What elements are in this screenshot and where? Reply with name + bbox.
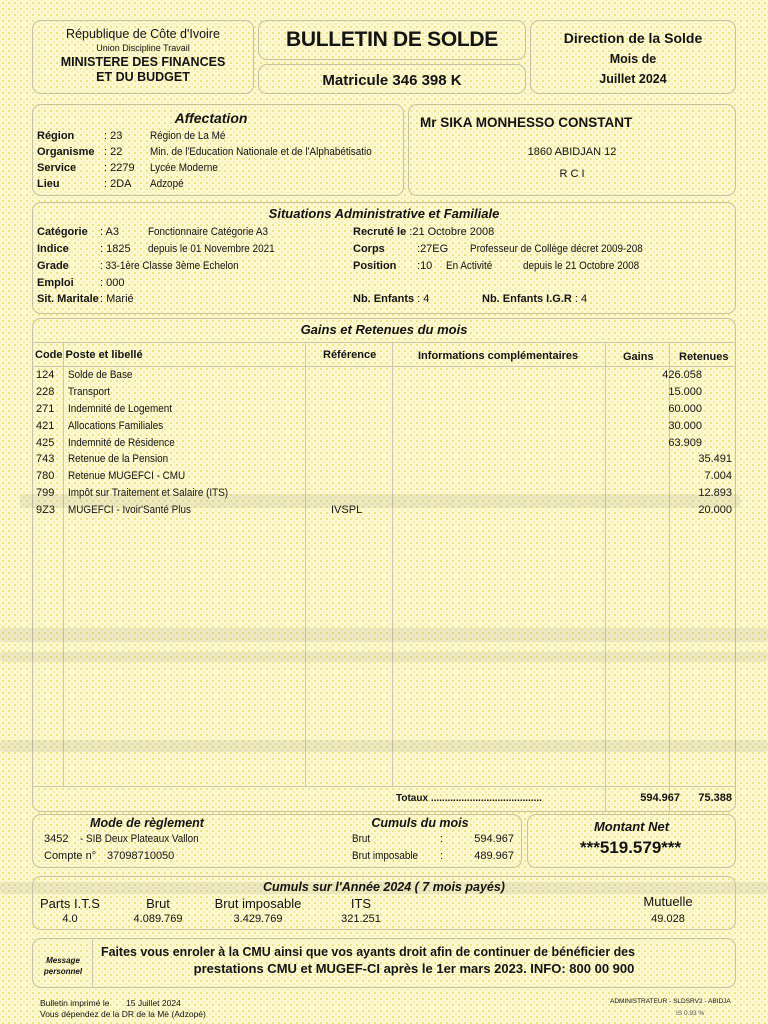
recrute-line: Recruté le :21 Octobre 2008 <box>353 226 495 238</box>
printed-date: 15 Juillet 2024 <box>126 998 181 1008</box>
net-title: Montant Net <box>593 819 670 834</box>
net-amount: ***519.579*** <box>580 838 682 857</box>
position-value: En Activité <box>446 260 493 272</box>
categorie-code-value: A3 <box>105 226 119 238</box>
affectation-code: : 23 <box>104 130 123 142</box>
affectation-code-value: 23 <box>110 130 123 142</box>
table-row <box>34 386 734 402</box>
situation-title: Situations Administrative et Familiale <box>268 206 500 221</box>
corps-code-value: 27EG <box>420 243 449 255</box>
categorie-value: Fonctionnaire Catégorie A3 <box>148 226 268 238</box>
document-title: BULLETIN DE SOLDE <box>286 28 498 51</box>
bank-code: 3452 <box>44 833 69 845</box>
affectation-value: Min. de l'Education Nationale et de l'Alphabétisatio <box>150 146 372 158</box>
matricule: Matricule 346 398 K <box>322 72 462 89</box>
row-label: Indemnité de Résidence <box>68 437 175 449</box>
message-label-1: Message <box>46 956 80 965</box>
row-code: 421 <box>36 420 55 432</box>
maritale-value: : Marié <box>100 293 134 305</box>
table-row <box>34 403 734 419</box>
bank-name: - SIB Deux Plateaux Vallon <box>80 833 199 845</box>
col-header-info: Informations complémentaires <box>418 350 579 362</box>
affectation-code: : 2DA <box>104 178 132 190</box>
enfants-line: Nb. Enfants : 4 <box>353 293 430 305</box>
row-code: 271 <box>36 403 55 415</box>
month-value: Juillet 2024 <box>599 72 667 86</box>
table-row <box>34 420 734 436</box>
row-code: 425 <box>36 437 55 449</box>
emploi-label: Emploi <box>37 277 74 289</box>
categorie-code: : A3 <box>100 226 119 238</box>
row-code: 780 <box>36 470 55 482</box>
totaux-label: Totaux ........................................ <box>396 793 542 804</box>
cumul-brut-colon: : <box>440 833 444 845</box>
dependence-note: Vous dépendez de la DR de la Mé (Adzopé) <box>40 1009 206 1019</box>
cumul-imposable-value: 489.967 <box>474 850 514 862</box>
indice-label: Indice <box>37 243 69 255</box>
row-gain: 426.058 <box>662 369 702 381</box>
affectation-value: Adzopé <box>150 178 184 190</box>
row-label: Indemnité de Logement <box>68 403 173 415</box>
corps-code: :27EG <box>417 243 449 255</box>
row-reference: IVSPL <box>331 504 363 516</box>
row-gain: 30.000 <box>668 420 702 432</box>
affectation-label: Lieu <box>37 178 60 190</box>
col-header-code: Code Poste et libellé <box>35 349 143 361</box>
affectation-code: : 2279 <box>104 162 135 174</box>
cumul-annee-label: ITS <box>350 896 372 911</box>
position-code-value: 10 <box>420 260 433 272</box>
cumul-brut-label: Brut <box>352 833 371 845</box>
affectation-label: Organisme <box>37 146 95 158</box>
corps-value: Professeur de Collège décret 2009-208 <box>470 243 643 255</box>
cumul-annee-label: Mutuelle <box>643 894 693 909</box>
row-code: 799 <box>36 487 55 499</box>
cumul-annee-value: 4.0 <box>62 913 78 925</box>
scan-smear <box>0 740 768 752</box>
categorie-label: Catégorie <box>37 226 88 238</box>
affectation-code: : 22 <box>104 146 123 158</box>
gains-title: Gains et Retenues du mois <box>300 322 468 337</box>
row-code: 743 <box>36 453 55 465</box>
scan-smear <box>20 494 740 508</box>
position-label: Position <box>353 260 397 272</box>
message-divider <box>92 938 93 988</box>
enfants-label: Nb. Enfants <box>353 293 415 305</box>
cumul-annee-value: 49.028 <box>651 913 685 925</box>
row-code: 9Z3 <box>36 504 55 516</box>
cumul-annee-label: Brut imposable <box>214 896 302 911</box>
row-label: Retenue de la Pension <box>68 453 169 465</box>
grade-text: 33-1ère Classe 3ème Echelon <box>105 260 239 272</box>
affectation-value: Région de La Mé <box>150 130 226 142</box>
cumul-brut-value: 594.967 <box>474 833 514 845</box>
admin-note: ADMINISTRATEUR - SLDSRV2 - ABIDJA <box>610 998 731 1005</box>
affectation-code-value: 2279 <box>110 162 135 174</box>
row-gain: 63.909 <box>668 437 702 449</box>
row-label: Transport <box>68 386 111 398</box>
compte-value: 37098710050 <box>107 850 175 862</box>
grade-value: : 33-1ère Classe 3ème Echelon <box>100 260 239 272</box>
table-row <box>34 453 734 469</box>
row-retenue: 20.000 <box>698 504 732 516</box>
maritale-label: Sit. Maritale <box>37 293 99 305</box>
cumul-annee-label: Brut <box>146 896 170 911</box>
row-retenue: 35.491 <box>698 453 732 465</box>
row-retenue: 12.893 <box>698 487 732 499</box>
scan-smear <box>0 628 768 642</box>
enfants-igr-line: Nb. Enfants I.G.R : 4 <box>482 293 588 305</box>
total-retenues: 75.388 <box>698 792 732 804</box>
agent-name: Mr SIKA MONHESSO CONSTANT <box>420 115 633 130</box>
agent-address: 1860 ABIDJAN 12 <box>527 146 617 158</box>
row-label: Solde de Base <box>68 369 133 381</box>
table-row <box>34 470 734 486</box>
row-label: Allocations Familiales <box>68 420 164 432</box>
indice-code-value: 1825 <box>106 243 131 255</box>
cumul-annee-label: Parts I.T.S <box>40 896 100 911</box>
header-rule <box>32 342 736 343</box>
recrute-value: 21 Octobre 2008 <box>412 226 495 238</box>
ministry-line-2: ET DU BUDGET <box>96 70 190 84</box>
scan-smear <box>0 652 768 662</box>
emploi-value: : 000 <box>100 277 125 289</box>
recrute-label: Recruté le <box>353 226 407 238</box>
row-gain: 15.000 <box>668 386 702 398</box>
enfants-igr-label: Nb. Enfants I.G.R <box>482 293 572 305</box>
page-ref: IS 0.93 % <box>676 1010 705 1017</box>
row-label: Retenue MUGEFCI - CMU <box>68 470 186 482</box>
table-row <box>34 437 734 453</box>
row-gain: 60.000 <box>668 403 702 415</box>
message-label-2: personnel <box>43 967 83 976</box>
printed-label: Bulletin imprimé le <box>40 998 110 1008</box>
col-header-reference: Référence <box>323 349 377 361</box>
totals-rule <box>32 786 736 787</box>
emploi-text: 000 <box>106 277 125 289</box>
affectation-value: Lycée Moderne <box>150 162 218 174</box>
row-code: 228 <box>36 386 55 398</box>
row-code: 124 <box>36 369 55 381</box>
ministry-line-1: MINISTERE DES FINANCES <box>60 55 226 69</box>
compte-label: Compte n° <box>44 850 97 862</box>
position-since: depuis le 21 Octobre 2008 <box>523 260 640 272</box>
row-retenue: 7.004 <box>704 470 732 482</box>
cumul-annee-value: 4.089.769 <box>133 913 183 925</box>
cumul-imposable-colon: : <box>440 850 444 862</box>
message-line-2: prestations CMU et MUGEF-CI après le 1er mars 2023. INFO: 800 00 900 <box>193 961 635 976</box>
cumul-annee-value: 321.251 <box>341 913 381 925</box>
affectation-code-value: 22 <box>110 146 123 158</box>
indice-code: : 1825 <box>100 243 131 255</box>
affectation-code-value: 2DA <box>110 178 132 190</box>
affectation-label: Région <box>37 130 75 142</box>
reglement-title: Mode de règlement <box>90 816 204 830</box>
direction-title: Direction de la Solde <box>563 30 703 46</box>
country-name: République de Côte d'Ivoire <box>66 27 220 41</box>
cumul-imposable-label: Brut imposable <box>352 850 419 862</box>
month-label: Mois de <box>609 52 657 66</box>
indice-value: depuis le 01 Novembre 2021 <box>148 243 275 255</box>
corps-label: Corps <box>353 243 385 255</box>
header-rule-bottom <box>32 366 736 367</box>
message-line-1: Faites vous enroler à la CMU ainsi que vos ayants droit afin de continuer de bénéficier des <box>101 944 635 959</box>
row-label: MUGEFCI - Ivoir'Santé Plus <box>68 504 191 516</box>
table-row <box>34 369 734 385</box>
cumuls-annee-title: Cumuls sur l'Année 2024 ( 7 mois payés) <box>263 880 505 894</box>
enfants-igr-value: 4 <box>581 293 588 305</box>
cumul-annee-value: 3.429.769 <box>233 913 283 925</box>
affectation-label: Service <box>37 162 77 174</box>
position-code: :10 <box>417 260 433 272</box>
cumuls-mois-title: Cumuls du mois <box>371 816 469 830</box>
total-gains: 594.967 <box>640 792 680 804</box>
enfants-value: 4 <box>423 293 430 305</box>
agent-country: R C I <box>559 168 585 180</box>
grade-label: Grade <box>37 260 69 272</box>
col-header-gains: Gains <box>623 351 654 363</box>
affectation-title: Affectation <box>174 110 248 126</box>
motto: Union Discipline Travail <box>96 43 190 53</box>
maritale-text: Marié <box>106 293 134 305</box>
col-header-retenues: Retenues <box>679 351 729 363</box>
row-label: Impôt sur Traitement et Salaire (ITS) <box>68 487 229 499</box>
